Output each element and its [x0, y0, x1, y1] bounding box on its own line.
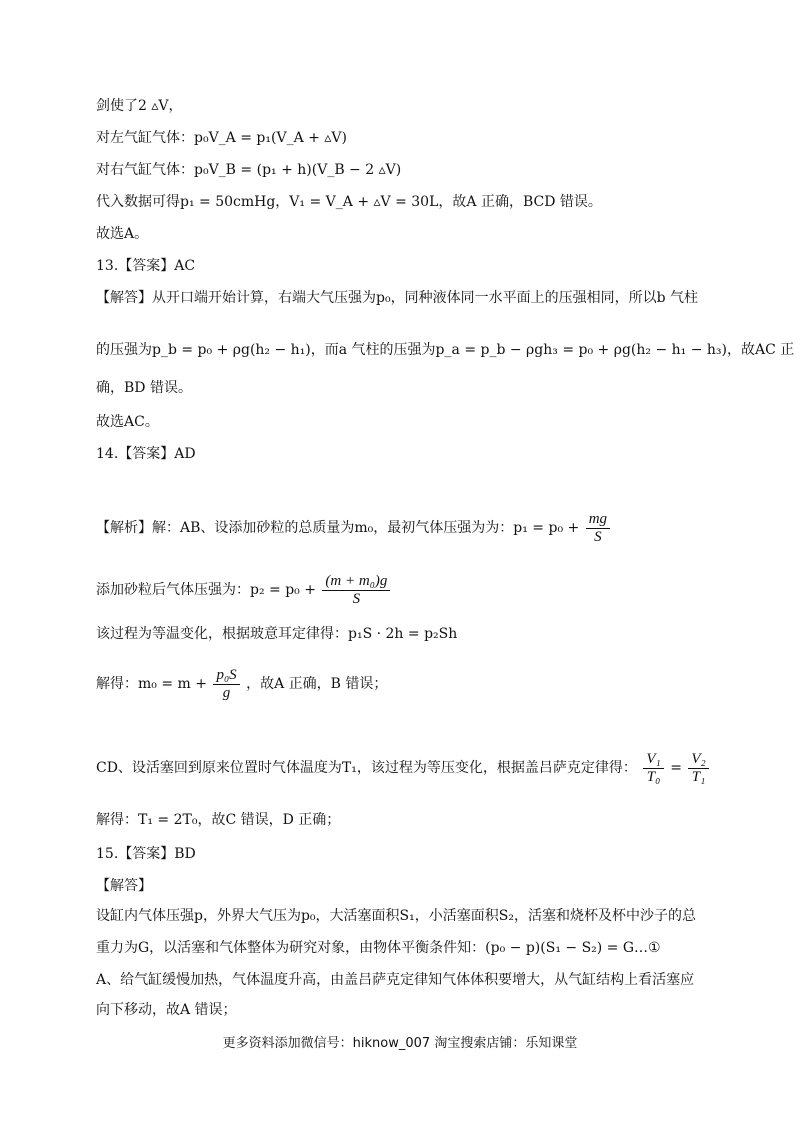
text-line: 剑使了2 ▵V，	[96, 98, 183, 114]
numerator: p₀S	[213, 667, 239, 685]
numerator: V₁	[643, 751, 663, 769]
text: 解得：m₀ = m +	[96, 676, 207, 692]
text: ，故A 正确，B 错误；	[246, 676, 388, 692]
solution-14-line4	[96, 664, 387, 704]
numerator: mg	[586, 511, 610, 529]
denominator: T₀	[646, 768, 661, 785]
equals-sign: =	[670, 760, 682, 776]
numerator: (m + m₀)g	[322, 573, 390, 591]
equation-right-cylinder: 对右气缸气体：p₀V_B = (p₁ + h)(V_B − 2 ▵V)	[96, 162, 402, 178]
answer-15: 15.【答案】BD	[96, 846, 196, 862]
fraction	[322, 573, 390, 608]
solution-14-line3: 该过程为等温变化，根据玻意耳定律得：p₁S · 2h = p₂Sh	[96, 626, 458, 642]
solution-14-line6: 解得：T₁ = 2T₀，故C 错误，D 正确；	[96, 812, 341, 828]
solution-14-line1	[96, 508, 612, 548]
solution-15-heading: 【解答】	[96, 878, 152, 894]
solution-13-line3: 确，BD 错误。	[96, 380, 192, 396]
denominator: T₁	[691, 768, 706, 785]
denominator: S	[594, 528, 602, 545]
conclusion-line: 故选A。	[96, 226, 149, 242]
solution-15-line3: A、给气缸缓慢加热，气体温度升高，由盖吕萨克定律知气体体积要增大，从气缸结构上看活塞应	[96, 972, 695, 988]
solution-15-line4: 向下移动，故A 错误；	[96, 1002, 237, 1018]
solution-14-line2	[96, 570, 392, 610]
text: 【解析】解：AB、设添加砂粒的总质量为m₀，最初气体压强为为：p₁ = p₀ +	[96, 520, 580, 536]
fraction	[688, 751, 708, 786]
numerator: V₂	[688, 751, 708, 769]
text: CD、设活塞回到原来位置时气体温度为T₁，该过程为等压变化，根据盖吕萨克定律得：	[96, 760, 637, 776]
equation-left-cylinder: 对左气缸气体：p₀V_A = p₁(V_A + ▵V)	[96, 130, 347, 146]
solution-15-line2: 重力为G，以活塞和气体整体为研究对象，由物体平衡条件知：(p₀ − p)(S₁ − S₂) = G…①	[96, 940, 661, 956]
text: 添加砂粒后气体压强为：p₂ = p₀ +	[96, 582, 316, 598]
fraction	[643, 751, 663, 786]
conclusion-13: 故选AC。	[96, 414, 159, 430]
solution-13-line2: 的压强为p_b = p₀ + ρg(h₂ − h₁)，而a 气柱的压强为p_a = p_b − ρgh₃ = p₀ + ρg(h₂ − h₁ − h₃)，故AC 正	[96, 342, 795, 358]
solution-15-line1: 设缸内气体压强p，外界大气压为p₀，大活塞面积S₁，小活塞面积S₂，活塞和烧杯及杯中沙子的总	[96, 908, 696, 924]
answer-13: 13.【答案】AC	[96, 258, 196, 274]
result-line: 代入数据可得p₁ = 50cmHg，V₁ = V_A + ▵V = 30L，故A 正确，BCD 错误。	[96, 194, 602, 210]
page-footer: 更多资料添加微信号：hiknow_007 淘宝搜索店铺：乐知课堂	[222, 1036, 578, 1051]
denominator: g	[222, 684, 231, 701]
denominator: S	[352, 590, 361, 607]
answer-14: 14.【答案】AD	[96, 446, 196, 462]
solution-14-line5	[96, 748, 711, 788]
fraction	[213, 667, 239, 702]
fraction	[586, 511, 610, 546]
solution-13-line1: 【解答】从开口端开始计算，右端大气压强为p₀，同种液体同一水平面上的压强相同，所以b 气柱	[96, 290, 698, 306]
